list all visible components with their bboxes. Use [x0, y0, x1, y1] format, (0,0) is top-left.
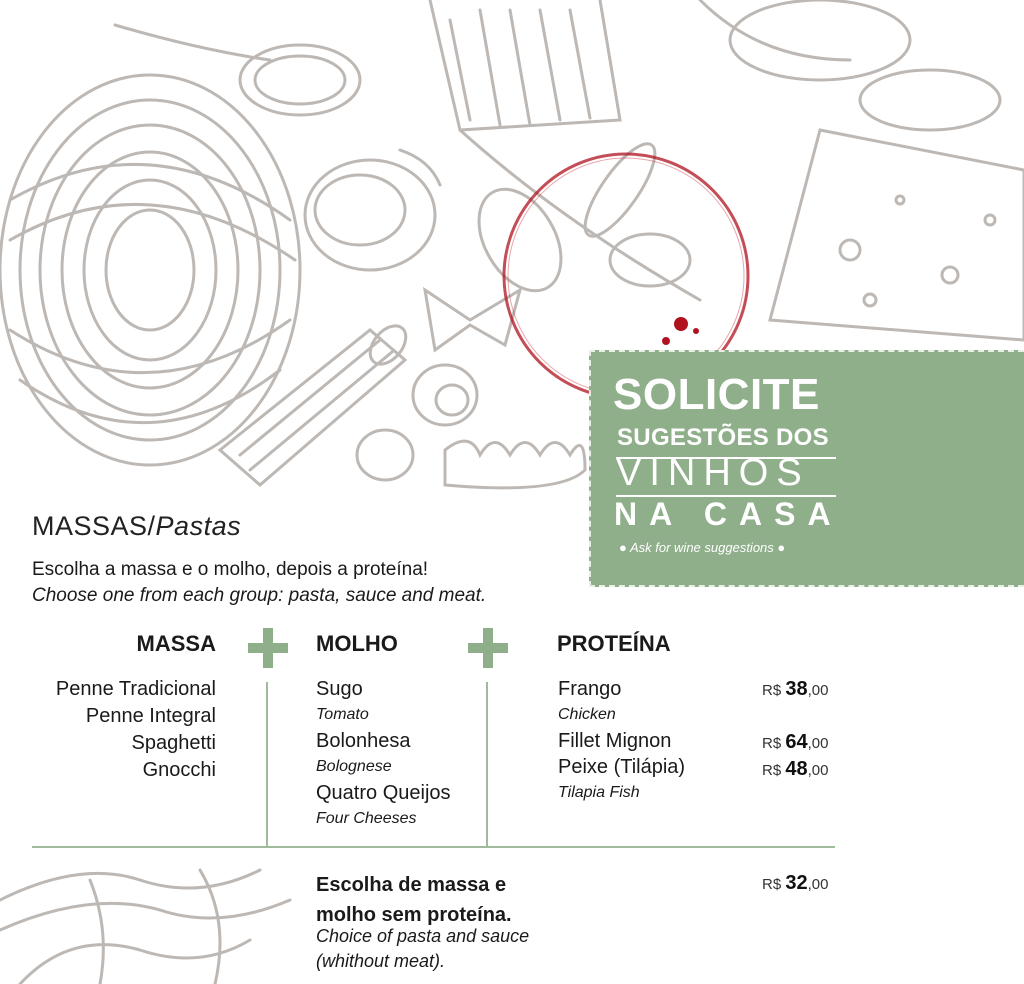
- column-divider: [266, 682, 268, 846]
- currency: R$: [762, 682, 782, 699]
- badge-ask-wine: ● Ask for wine suggestions ●: [619, 540, 786, 555]
- broccoli-sketch: [305, 150, 440, 270]
- list-item-en: Tomato: [316, 706, 369, 723]
- fusilli-sketch: [445, 441, 585, 488]
- spaghetti-nest-sketch: [0, 75, 300, 465]
- currency: R$: [762, 735, 782, 752]
- currency: R$: [762, 762, 782, 779]
- proteina-list: [558, 676, 685, 806]
- section-title: [32, 511, 241, 542]
- list-item: Spaghetti: [131, 732, 216, 754]
- molho-list: [316, 676, 451, 832]
- price-fillet: [762, 731, 828, 754]
- title-en: Pastas: [155, 511, 242, 541]
- list-item: Bolonhesa: [316, 730, 411, 752]
- price-value: 32: [785, 872, 808, 894]
- combo-sub-line: Choice of pasta and sauce: [316, 926, 530, 946]
- price-frango: [762, 678, 828, 701]
- pasta-ribbons-sketch: [0, 870, 290, 984]
- list-item-en: Tilapia Fish: [558, 784, 640, 801]
- list-item: Frango: [558, 678, 622, 700]
- list-item: Sugo: [316, 678, 363, 700]
- header-massa: MASSA: [136, 631, 216, 656]
- intro-en: Choose one from each group: pasta, sauce and meat.: [32, 585, 487, 606]
- list-item: Peixe (Tilápia): [558, 756, 686, 778]
- price-cents: ,00: [807, 735, 829, 752]
- price-cents: ,00: [807, 876, 829, 893]
- price-value: 38: [785, 678, 808, 700]
- lasagna-sketch: [430, 0, 620, 130]
- currency: R$: [762, 876, 782, 893]
- list-item: Penne Integral: [85, 705, 216, 727]
- badge-vinhos: VINHOS: [616, 452, 810, 494]
- wine-suggestions-badge: [589, 350, 1024, 587]
- price-value: 64: [785, 731, 808, 753]
- combo-title-line: Escolha de massa e: [316, 874, 507, 896]
- badge-na-casa: NA CASA: [614, 496, 843, 532]
- list-item-en: Bolognese: [316, 758, 392, 775]
- price-value: 48: [785, 758, 808, 780]
- price-cents: ,00: [807, 762, 829, 779]
- badge-sugestoes: SUGESTÕES DOS: [617, 424, 829, 451]
- column-divider: [486, 682, 488, 846]
- price-combo: [762, 872, 828, 895]
- badge-solicite: SOLICITE: [613, 370, 820, 419]
- title-pt: MASSAS/: [32, 511, 156, 541]
- cheese-sketch: [770, 130, 1024, 340]
- price-cents: ,00: [807, 682, 829, 699]
- combo-title: [316, 870, 512, 930]
- plus-icon: [248, 628, 288, 668]
- list-item-en: Chicken: [558, 706, 616, 723]
- shell-pasta-sketch: [357, 430, 413, 480]
- combo-title-line: molho sem proteína.: [316, 904, 512, 926]
- massa-list: [32, 676, 216, 784]
- list-item-en: Four Cheeses: [316, 810, 417, 827]
- combo-subtitle: [316, 924, 529, 974]
- list-item: Fillet Mignon: [558, 730, 672, 752]
- header-proteina: PROTEÍNA: [557, 631, 671, 656]
- combo-sub-line: (whithout meat).: [316, 951, 446, 971]
- list-item: Quatro Queijos: [316, 782, 451, 804]
- section-divider: [32, 846, 835, 848]
- header-molho: MOLHO: [316, 631, 398, 656]
- list-item: Gnocchi: [142, 759, 216, 781]
- plus-icon: [468, 628, 508, 668]
- price-peixe: [762, 758, 828, 781]
- pasta-rings-sketch: [700, 0, 1000, 130]
- list-item: Penne Tradicional: [55, 678, 216, 700]
- intro-pt: Escolha a massa e o molho, depois a proteína!: [32, 559, 429, 580]
